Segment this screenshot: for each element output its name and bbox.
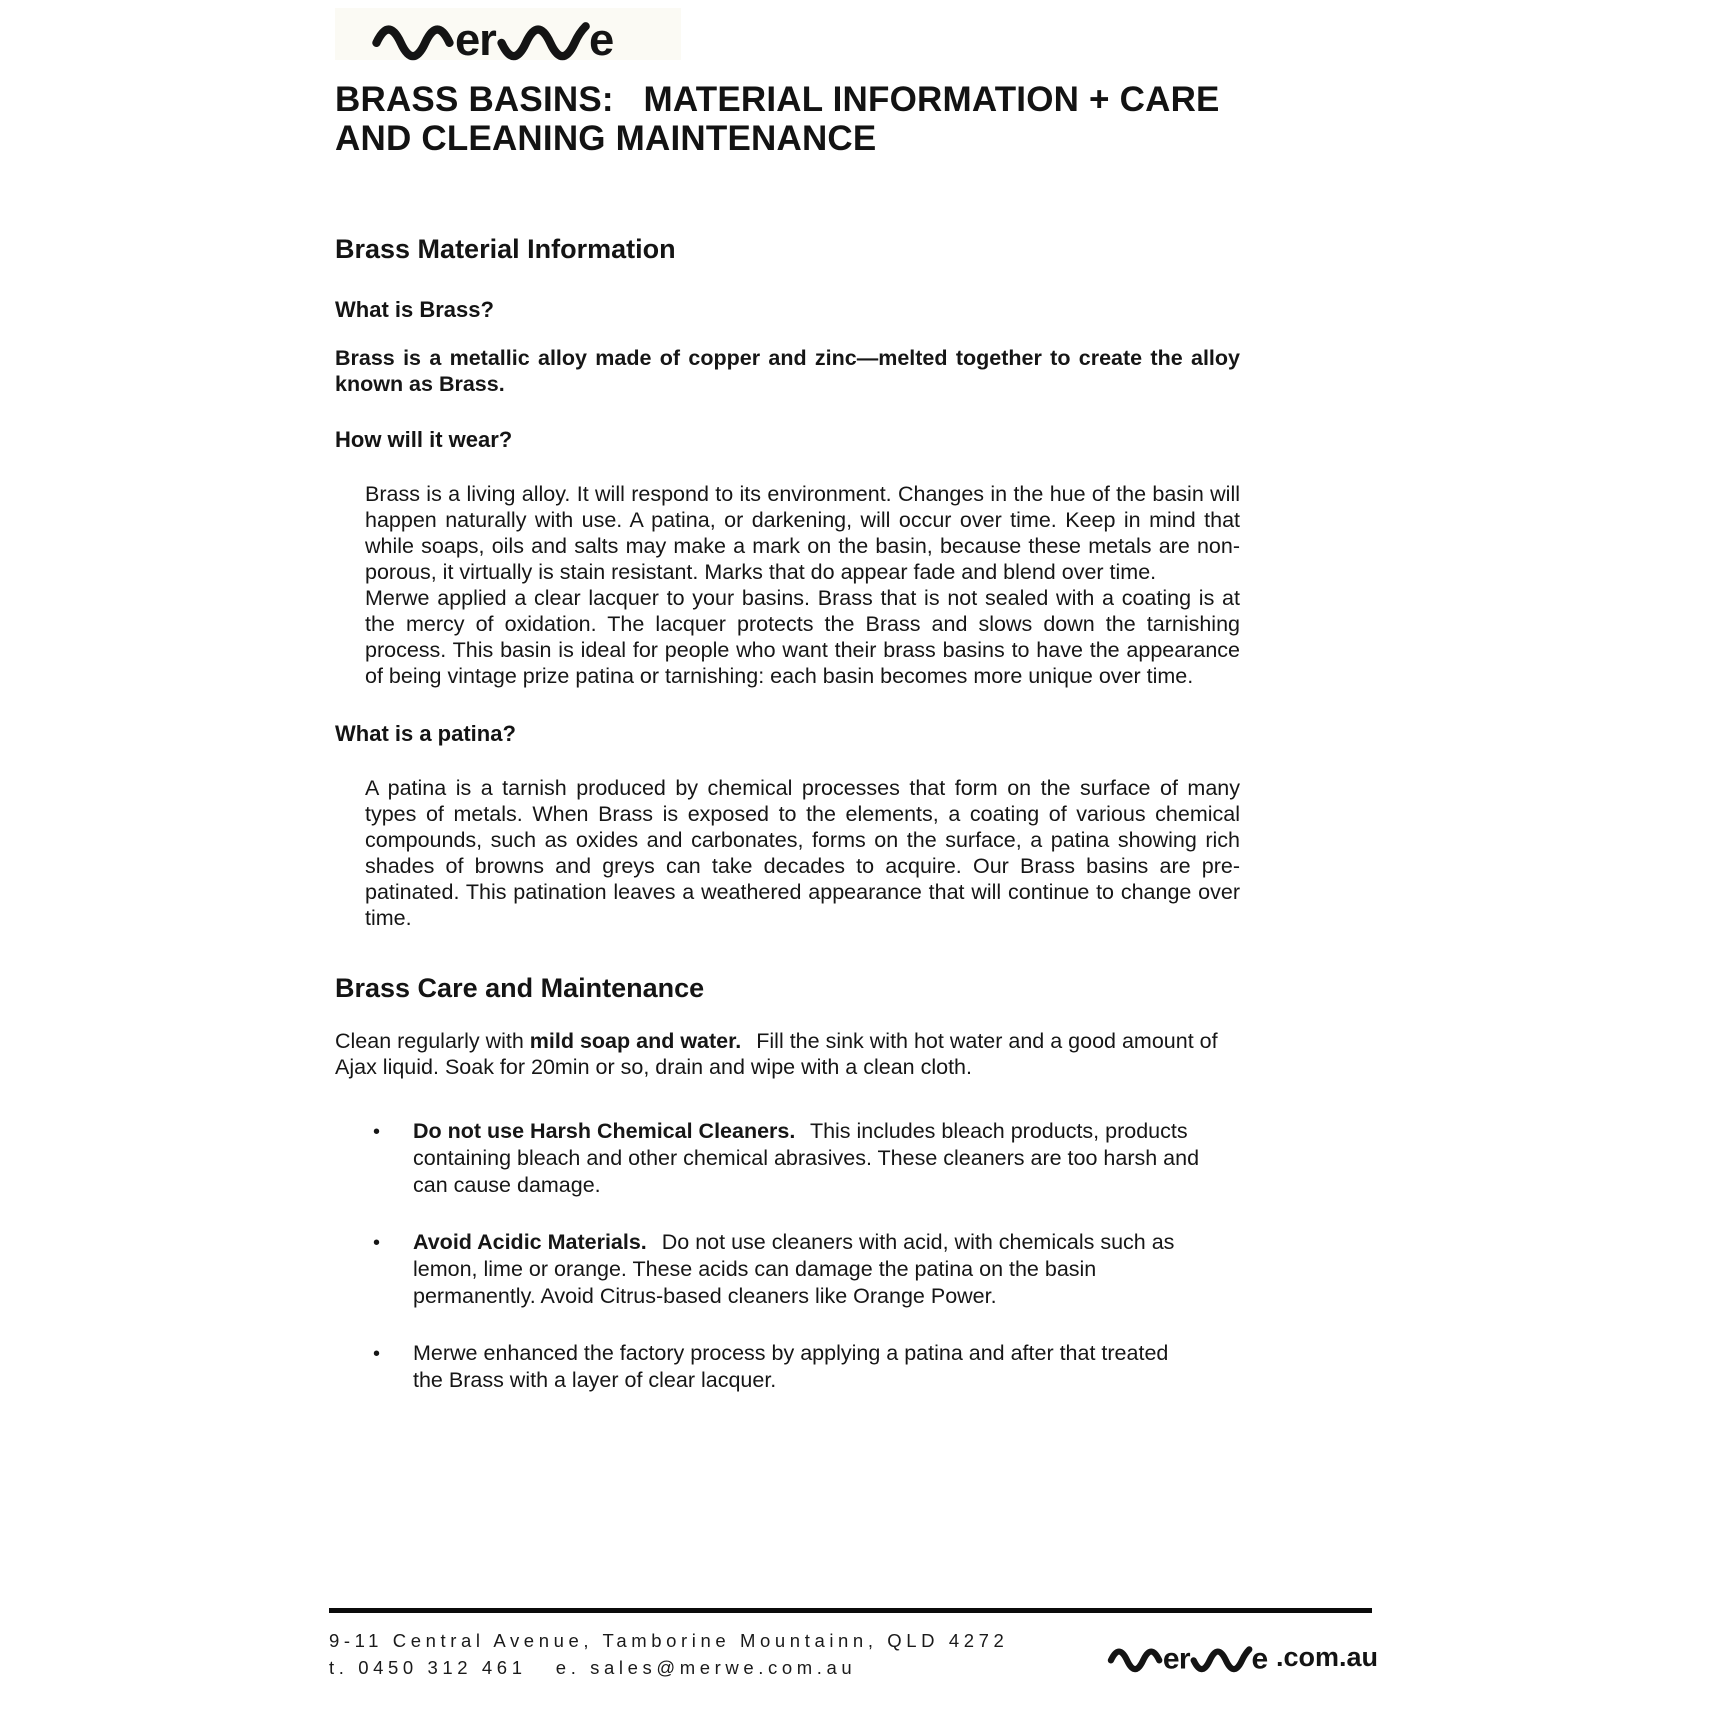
- footer-row: [329, 1613, 1378, 1681]
- logo-w-wave-icon: [502, 26, 586, 56]
- logo-w-wave-icon: [1194, 1649, 1250, 1669]
- page-title: [335, 80, 1240, 158]
- merwe-logo: [335, 8, 681, 65]
- logo-e-text: e: [589, 14, 614, 65]
- page-title-line2: AND CLEANING MAINTENANCE: [335, 119, 877, 158]
- section-heading-material-information: Brass Material Information: [335, 234, 676, 264]
- paragraph-clear-lacquer: Merwe applied a clear lacquer to your basins. Brass that is not sealed with a coating is at the mercy of oxidation. The lacquer protects the Brass and slows down the tarnishing process. This basin is ideal for people who want their brass basins to have the appearance of being vintage prize patina or tarnishing: each basin becomes more unique over time.: [365, 586, 1240, 688]
- logo-er-text: er: [455, 14, 496, 65]
- subheading-what-is-a-patina: What is a patina?: [335, 721, 516, 746]
- care-intro-bold: mild soap and water.: [529, 1029, 742, 1053]
- paragraph-care-intro: [335, 1028, 1240, 1080]
- bullet-text: Do not use cleaners with acid, with chemicals such as lemon, lime or orange. These acids can damage the patina on the basin permanently. Avoid Citrus-based cleaners like Orange Power.: [413, 1230, 1175, 1308]
- page-title-line1: BRASS BASINS: MATERIAL INFORMATION + CARE: [335, 80, 1220, 119]
- list-item-factory-process: [373, 1340, 1200, 1394]
- bullet-lead: Avoid Acidic Materials.: [413, 1230, 647, 1254]
- merwe-logo-icon: [341, 3, 651, 65]
- footer-contact-block: [329, 1627, 1008, 1681]
- paragraph-what-is-a-patina: A patina is a tarnish produced by chemical processes that form on the surface of many types of metals. When Brass is exposed to the elements, a coating of various chemical compounds, such as oxides and carbonates, forms on the surface, a patina showing rich shades of browns and greys can take decades to acquire. Our Brass basins are pre-patinated. This patination leaves a weathered appearance that will continue to change over time.: [365, 776, 1240, 930]
- footer-phone-email: t. 0450 312 461 e. sales@merwe.com.au: [329, 1657, 857, 1678]
- bullet-text: This includes bleach products, products containing bleach and other chemical abrasives. These cleaners are too harsh and can cause damage.: [413, 1119, 1200, 1197]
- subheading-how-will-it-wear: How will it wear?: [335, 427, 513, 452]
- logo-m-wave-icon: [376, 30, 449, 57]
- care-bullet-list: [373, 1118, 1240, 1394]
- footer-merwe-logo: [1106, 1634, 1378, 1675]
- paragraph-what-is-brass: Brass is a metallic alloy made of copper and zinc—melted together to create the alloy known as Brass.: [335, 346, 1240, 396]
- subheading-what-is-brass: What is Brass?: [335, 297, 494, 322]
- list-item-acidic-materials: [373, 1229, 1200, 1310]
- logo-er-text: er: [1162, 1641, 1190, 1675]
- bullet-lead: Do not use Harsh Chemical Cleaners.: [413, 1119, 796, 1143]
- section-heading-care-maintenance: Brass Care and Maintenance: [335, 973, 705, 1003]
- paragraph-group-how-will-it-wear: [365, 481, 1240, 689]
- document-page: [335, 0, 1240, 1424]
- bullet-text: Merwe enhanced the factory process by applying a patina and after that treated the Brass with a layer of clear lacquer.: [413, 1341, 1169, 1392]
- footer-address: 9-11 Central Avenue, Tamborine Mountainn, QLD 4272: [329, 1630, 1009, 1651]
- care-intro-prefix: Clean regularly with: [335, 1029, 524, 1053]
- care-intro-suffix: Fill the sink with hot water and a good amount of Ajax liquid. Soak for 20min or so, drain and wipe with a clean cloth.: [335, 1029, 1218, 1079]
- logo-e-text: e: [1251, 1641, 1268, 1675]
- list-item-harsh-chemicals: [373, 1118, 1200, 1199]
- paragraph-living-alloy: Brass is a living alloy. It will respond to its environment. Changes in the hue of the basin will happen naturally with use. A patina, or darkening, will occur over time. Keep in mind that while soaps, oils and salts may make a mark on the basin, because these metals are non-porous, it virtually is stain resistant. Marks that do appear fade and blend over time.: [365, 482, 1240, 584]
- logo-m-wave-icon: [1111, 1651, 1159, 1669]
- footer-logo-domain-suffix: .com.au: [1275, 1641, 1378, 1672]
- page-footer: [329, 1608, 1378, 1681]
- footer-merwe-logo-icon: [1106, 1634, 1274, 1675]
